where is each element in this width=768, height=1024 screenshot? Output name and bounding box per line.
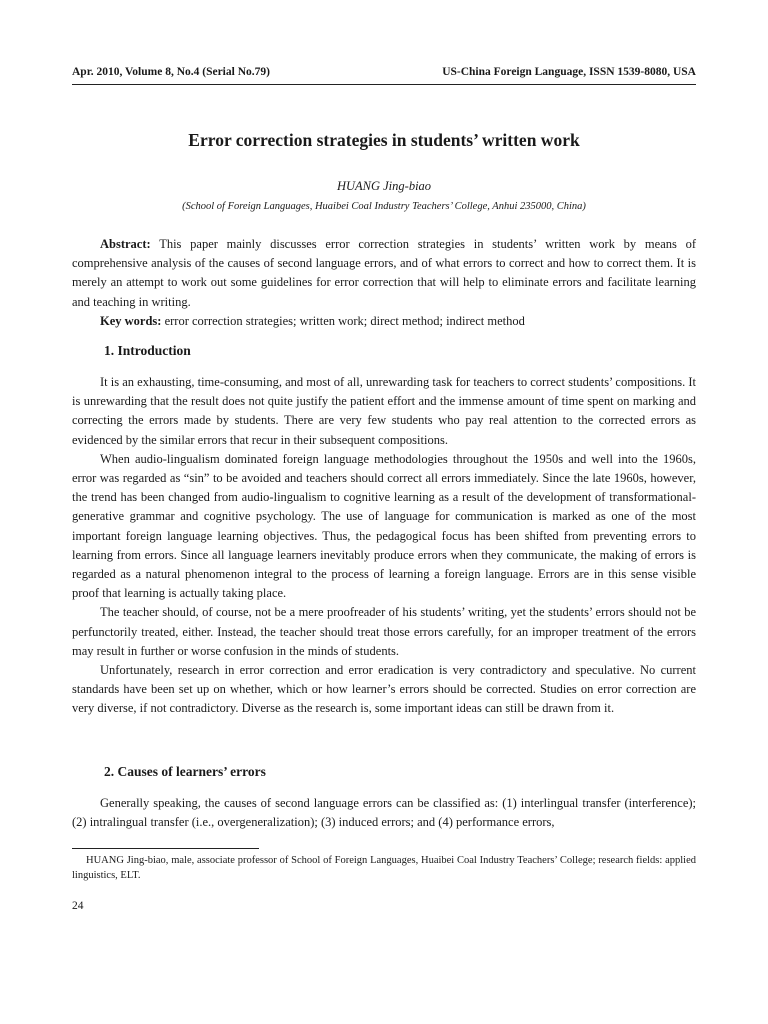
- keywords: [72, 312, 696, 331]
- section-body-causes: [72, 794, 696, 832]
- header-rule: [72, 84, 696, 85]
- paragraph: Generally speaking, the causes of second language errors can be classified as: (1) interlingual transfer (interference); (2) intralingual transfer (i.e., overgeneralization); (3) induced errors; and (4) performance errors,: [72, 796, 696, 830]
- keywords-label: Key words:: [100, 314, 162, 328]
- page-number: 24: [72, 900, 84, 912]
- header-issue-info: Apr. 2010, Volume 8, No.4 (Serial No.79): [72, 66, 270, 78]
- footnote-rule: [72, 848, 259, 849]
- section-heading-introduction: 1. Introduction: [104, 343, 191, 358]
- author-name: HUANG Jing-biao: [336, 179, 432, 193]
- paragraph: When audio-lingualism dominated foreign language methodologies throughout the 1950s and well into the 1960s, error was regarded as “sin” to be avoided and teachers should correct all errors immediately. Since the late 1960s, however, the trend has been changed from audio-lingualism to cognitive learning as a result of the development of transformational-generative grammar and cognitive psychology. The use of language for communication is marked as one of the most important foreign language learning objectives. Thus, the pedagogical focus has been shifted from preventing errors to learning from errors. Since all language learners inevitably produce errors when they communicate, the making of errors is regarded as a natural phenomenon integral to the process of learning a foreign language. Errors are in this sense visible proof that learning is actually taking place.: [72, 451, 696, 601]
- section-body-introduction: [72, 373, 696, 719]
- paragraph: The teacher should, of course, not be a mere proofreader of his students’ writing, yet the students’ errors should not be perfunctorily treated, either. Instead, the teacher should treat those errors carefully, for an improper treatment of the errors may result in further or worse confusion in the minds of students.: [72, 605, 696, 658]
- running-header: [72, 66, 696, 86]
- abstract: [72, 235, 696, 312]
- header-journal-info: US-China Foreign Language, ISSN 1539-8080, USA: [442, 66, 696, 78]
- author-affiliation: (School of Foreign Languages, Huaibei Coal Industry Teachers’ College, Anhui 235000, China): [182, 201, 586, 212]
- abstract-text: This paper mainly discusses error correction strategies in students’ written work by means of comprehensive analysis of the causes of second language errors, and of what errors to correct and how to correct them. It is merely an attempt to work out some guidelines for error correction that will help to eliminate errors and facilitate learning and teaching in writing.: [72, 237, 696, 309]
- section-heading-causes: 2. Causes of learners’ errors: [104, 764, 266, 779]
- paper-title: Error correction strategies in students’ written work: [188, 130, 580, 150]
- footnote-text: HUANG Jing-biao, male, associate professor of School of Foreign Languages, Huaibei Coal Industry Teachers’ College; research fields: applied linguistics, ELT.: [72, 855, 696, 881]
- paragraph: It is an exhausting, time-consuming, and most of all, unrewarding task for teachers to correct students’ compositions. It is unrewarding that the result does not quite justify the patient effort and the immense amount of time spent on marking and correcting the errors made by students. There are very few students who pay real attention to the corrected errors as evidenced by the similar errors that recur in their subsequent compositions.: [72, 375, 696, 447]
- footnote: [72, 853, 696, 883]
- abstract-label: Abstract:: [100, 237, 151, 251]
- paragraph: Unfortunately, research in error correction and error eradication is very contradictory and speculative. No current standards have been set up on whether, which or how learner’s errors should be corrected. Studies on error correction are very diverse, if not contradictory. Diverse as the research is, some important ideas can still be drawn from it.: [72, 663, 696, 716]
- keywords-text: error correction strategies; written work; direct method; indirect method: [161, 314, 525, 328]
